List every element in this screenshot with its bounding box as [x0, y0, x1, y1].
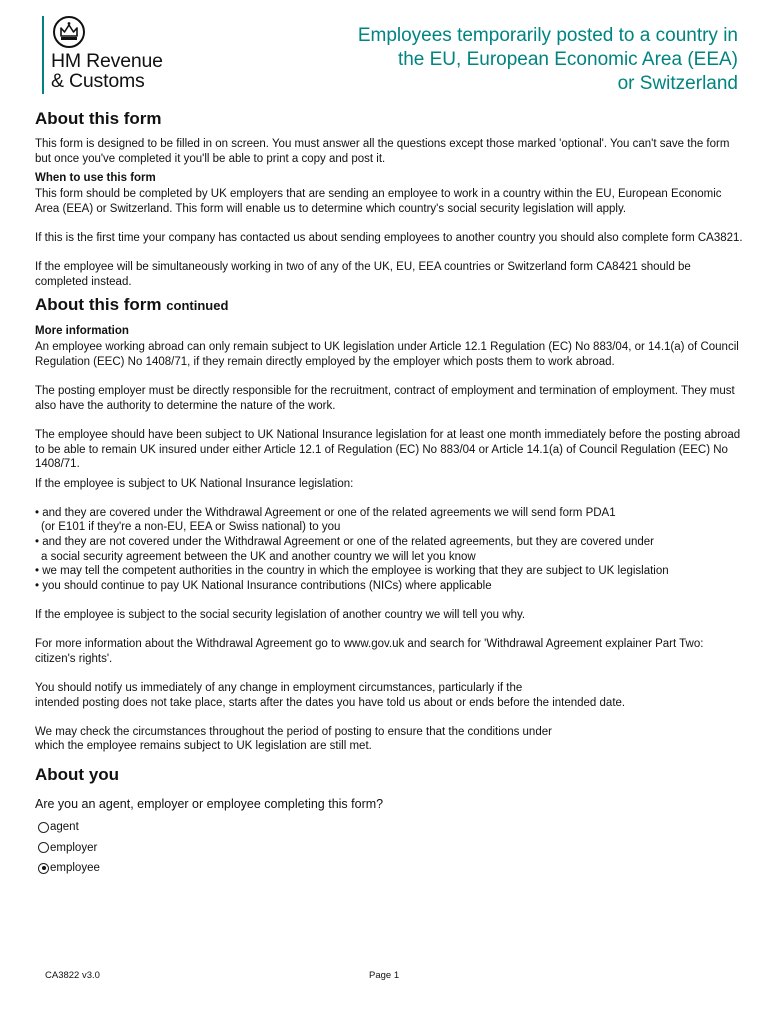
more-paragraph-5: If the employee is subject to the social security legislation of another country we will tell you why.	[35, 609, 526, 622]
more-paragraph-3: The employee should have been subject to UK National Insurance legislation for at least one month immediately before the posting abroad to be able to remain UK insured under either Article 12.1 of Regulation (EC) No 883/04 or Article 14.1(a) of Council Regulation (EEC) No 1408/71.	[35, 428, 741, 471]
list-item-line-1: • you should continue to pay UK National Insurance contributions (NICs) where applicable	[35, 579, 492, 592]
more-paragraph-2: The posting employer must be directly responsible for the recruitment, contract of employment and termination of employment. They must also have the authority to determine the nature of the work.	[35, 385, 735, 412]
about-heading: About this form	[35, 109, 162, 128]
form-title	[268, 24, 738, 96]
list-item-line-2: a social security agreement between the UK and another country we will let you know	[41, 550, 476, 563]
logo-bar	[42, 16, 44, 94]
list-item-line-1: • and they are covered under the Withdrawal Agreement or one of the related agreements we will send form PDA1	[35, 506, 616, 519]
list-item	[35, 579, 747, 594]
logo-line-2: & Customs	[51, 70, 145, 92]
radio-label-employer: employer	[50, 841, 98, 854]
when-paragraph-2: If this is the first time your company has contacted us about sending employees to another country you should also complete form CA3821.	[35, 231, 743, 244]
when-paragraph-3: If the employee will be simultaneously working in two of any of the UK, EU, EEA countries or Switzerland form CA8421 should be completed instead.	[35, 261, 691, 288]
paragraph-7-line-2: intended posting does not take place, starts after the dates you have told us about or ends before the intended date.	[35, 696, 626, 709]
about-you-heading: About you	[35, 764, 120, 784]
about-section	[35, 108, 747, 289]
about-you-section	[35, 764, 747, 879]
employee-radio-button[interactable]	[38, 863, 49, 874]
logo-line-1: HM Revenue	[51, 50, 163, 72]
hmrc-logo	[42, 14, 182, 96]
continued-label: continued	[166, 298, 229, 314]
when-paragraph-1: This form should be completed by UK employers that are sending an employee to work in a country within the EU, European Economic Area (EEA) or Switzerland. This form will enable us to determine which country's social security legislation will apply.	[35, 188, 722, 215]
list-item-line-2: (or E101 if they're a non-EU, EEA or Swiss national) to you	[41, 521, 341, 534]
form-code: CA3822 v3.0	[45, 970, 100, 981]
paragraph-8-line-1: We may check the circumstances throughout the period of posting to ensure that the conditions under	[35, 725, 552, 738]
list-item	[35, 506, 747, 535]
radio-label-agent: agent	[50, 821, 79, 834]
about-continued-title: About this form	[35, 295, 162, 315]
when-to-use-heading: When to use this form	[35, 172, 156, 185]
completer-question: Are you an agent, employer or employee completing this form?	[35, 796, 384, 811]
more-paragraph-7	[35, 681, 747, 710]
radio-option-employer[interactable]	[35, 837, 747, 858]
more-paragraph-4: If the employee is subject to UK National Insurance legislation:	[35, 477, 354, 490]
more-paragraph-8	[35, 725, 747, 754]
paragraph-7-line-1: You should notify us immediately of any change in employment circumstances, particularly if the	[35, 682, 523, 694]
agent-radio-button[interactable]	[38, 822, 49, 833]
list-item	[35, 535, 747, 564]
more-information-heading: More information	[35, 325, 129, 338]
about-continued-heading	[35, 294, 747, 317]
list-item	[35, 564, 747, 579]
page-number: Page 1	[369, 970, 400, 981]
form-title-line-2: the EU, European Economic Area (EEA)	[397, 49, 738, 70]
about-continued-section	[35, 294, 747, 754]
form-content	[35, 108, 747, 878]
more-paragraph-1: An employee working abroad can only remain subject to UK legislation under Article 12.1 Regulation (EC) No 883/04, or 14.1(a) of Council Regulation (EEC) No 1408/71, if they remain directly employed by the employer which posts them to work abroad.	[35, 341, 739, 368]
conditions-list	[35, 506, 747, 594]
form-title-line-3: or Switzerland	[617, 73, 738, 94]
about-intro: This form is designed to be filled in on screen. You must answer all the questions except those marked 'optional'. You can't save the form but once you've completed it you'll be able to print a copy and post it.	[35, 138, 730, 165]
radio-option-employee[interactable]	[35, 858, 747, 879]
royal-crest-icon	[51, 14, 87, 50]
completer-radio-group	[35, 817, 747, 879]
list-item-line-1: • we may tell the competent authorities in the country in which the employee is working that they are subject to UK legislation	[35, 565, 669, 578]
paragraph-8-line-2: which the employee remains subject to UK legislation are still met.	[35, 740, 372, 753]
employer-radio-button[interactable]	[38, 842, 49, 853]
more-paragraph-6: For more information about the Withdrawal Agreement go to www.gov.uk and search for 'Withdrawal Agreement explainer Part Two: citizen's rights'.	[35, 638, 704, 665]
radio-label-employee: employee	[50, 862, 100, 875]
form-title-line-1: Employees temporarily posted to a country in	[357, 25, 738, 46]
list-item-line-1: • and they are not covered under the Withdrawal Agreement or one of the related agreements, but they are covered under	[35, 536, 655, 549]
logo-text	[51, 51, 163, 91]
radio-option-agent[interactable]	[35, 817, 747, 838]
